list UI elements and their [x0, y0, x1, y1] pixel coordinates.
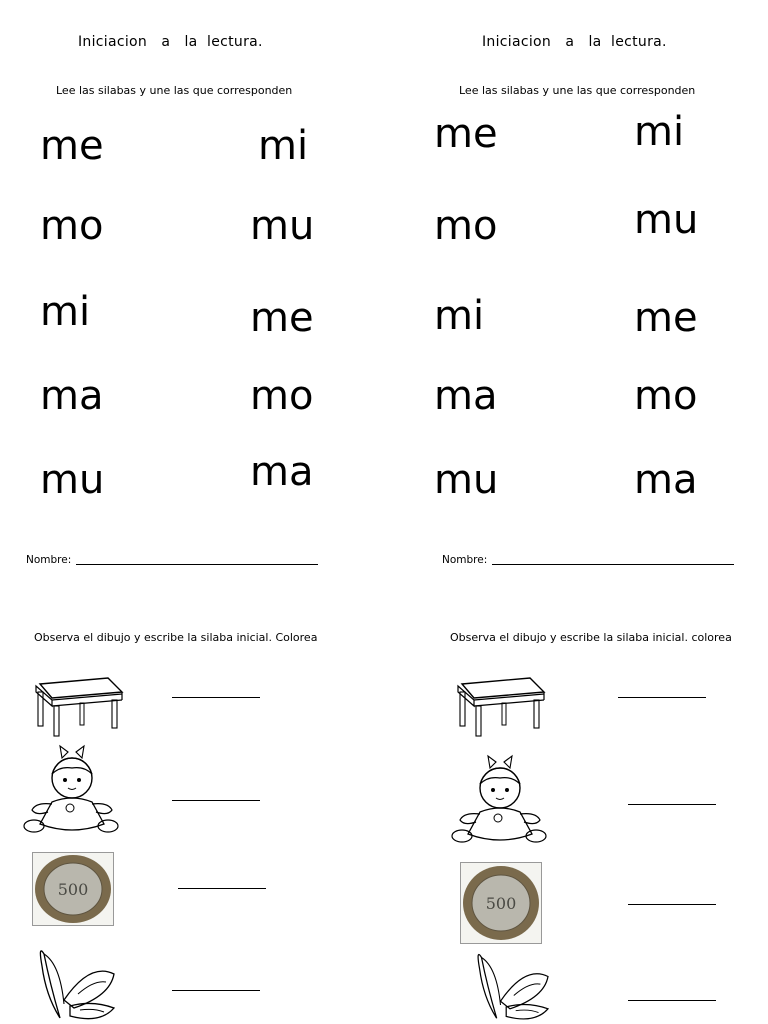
left-answer-line-4[interactable] — [172, 990, 260, 991]
right-syllable-6: mi — [634, 109, 685, 155]
coin-value: 500 — [485, 894, 517, 913]
right-answer-line-3[interactable] — [628, 904, 716, 905]
right-answer-line-4[interactable] — [628, 1000, 716, 1001]
left-instruction-2: Observa el dibujo y escribe la silaba inicial. Colorea — [34, 631, 318, 644]
right-instruction: Lee las silabas y une las que corresponden — [459, 84, 696, 97]
left-syllable-4: ma — [40, 373, 104, 419]
left-syllable-7: mu — [250, 203, 315, 249]
right-syllable-8: me — [634, 295, 698, 341]
left-answer-line-3[interactable] — [178, 888, 266, 889]
butterfly-icon — [466, 948, 554, 1024]
left-name-line[interactable] — [76, 564, 318, 565]
left-syllable-8: me — [250, 295, 314, 341]
left-answer-line-2[interactable] — [172, 800, 260, 801]
left-answer-line-1[interactable] — [172, 697, 260, 698]
left-syllable-9: mo — [250, 373, 314, 419]
right-title: Iniciacion a la lectura. — [482, 34, 667, 50]
right-syllable-5: mu — [434, 457, 499, 503]
left-syllable-2: mo — [40, 203, 104, 249]
doll-icon — [22, 744, 120, 836]
left-syllable-10: ma — [250, 449, 314, 495]
coin-value: 500 — [57, 880, 89, 899]
left-title: Iniciacion a la lectura. — [78, 34, 263, 50]
left-syllable-6: mi — [258, 123, 309, 169]
table-icon — [30, 670, 126, 740]
left-syllable-5: mu — [40, 457, 105, 503]
table-icon — [452, 670, 548, 740]
coin-icon — [460, 862, 542, 944]
right-syllable-3: mi — [434, 293, 485, 339]
right-syllable-1: me — [434, 111, 498, 157]
right-nombre-label: Nombre: — [442, 554, 488, 566]
right-name-line[interactable] — [492, 564, 734, 565]
right-syllable-7: mu — [634, 197, 699, 243]
right-syllable-2: mo — [434, 203, 498, 249]
right-syllable-4: ma — [434, 373, 498, 419]
right-instruction-2: Observa el dibujo y escribe la silaba inicial. colorea — [450, 631, 732, 644]
right-syllable-10: ma — [634, 457, 698, 503]
right-answer-line-1[interactable] — [618, 697, 706, 698]
coin-icon — [32, 852, 114, 926]
right-syllable-9: mo — [634, 373, 698, 419]
doll-icon — [450, 754, 548, 846]
left-syllable-1: me — [40, 123, 104, 169]
left-instruction: Lee las silabas y une las que corresponden — [56, 84, 293, 97]
left-syllable-3: mi — [40, 289, 91, 335]
butterfly-icon — [30, 944, 118, 1024]
left-nombre-label: Nombre: — [26, 554, 72, 566]
right-answer-line-2[interactable] — [628, 804, 716, 805]
